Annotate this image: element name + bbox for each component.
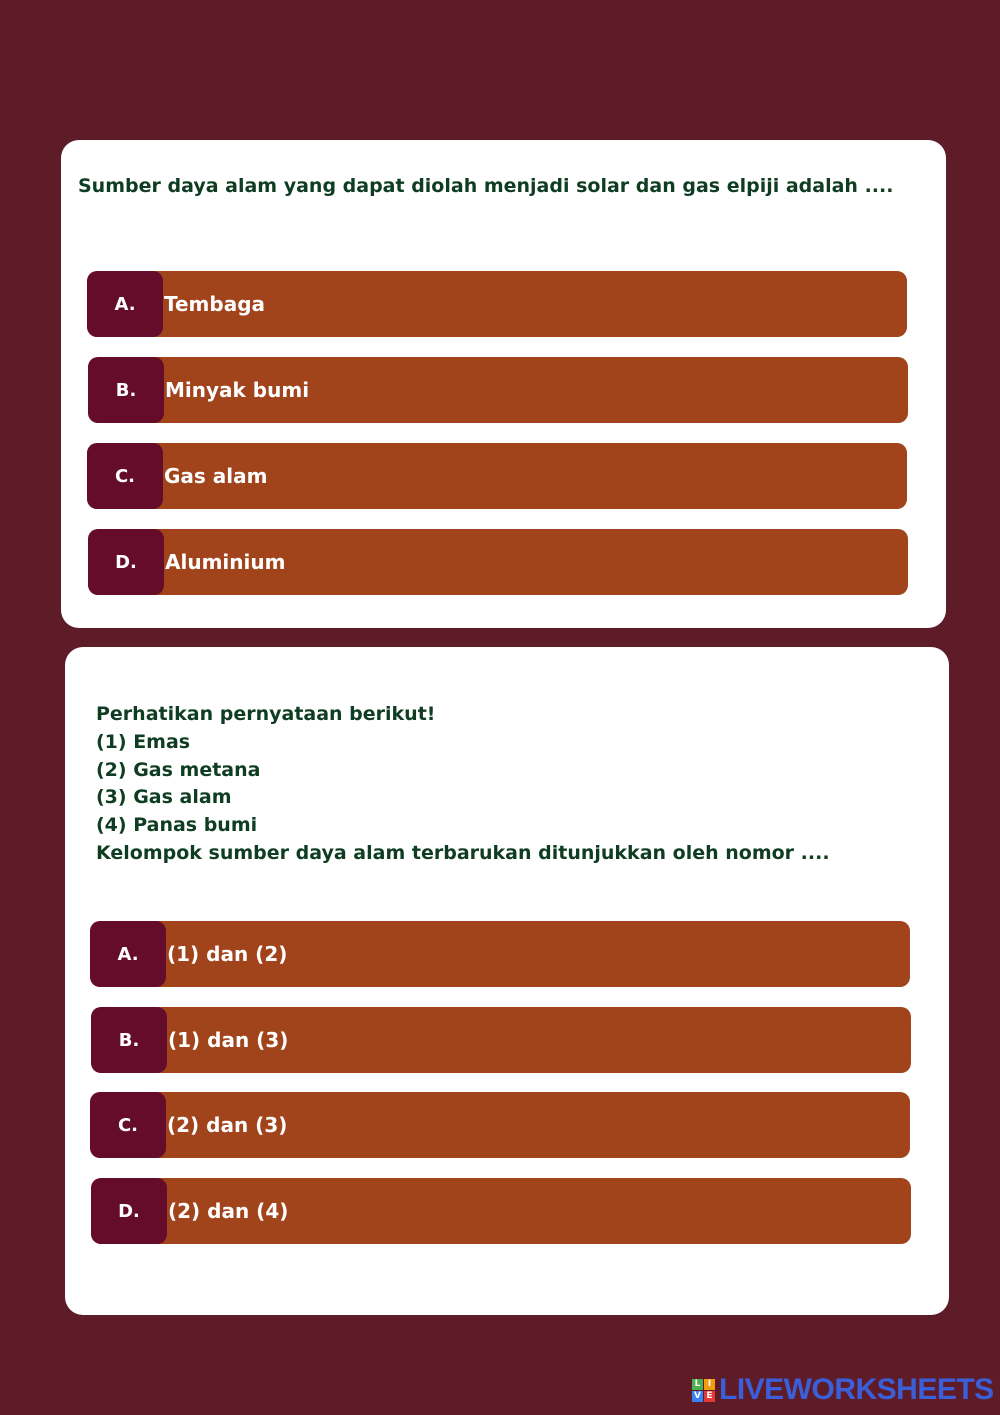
option-text: (1) dan (2)	[167, 942, 288, 966]
q1-option-d[interactable]	[88, 529, 908, 595]
logo-letter: I	[704, 1379, 715, 1390]
option-letter: C.	[87, 443, 163, 509]
logo-letter: E	[704, 1391, 715, 1402]
logo-letter: V	[692, 1391, 703, 1402]
q1-option-a[interactable]	[87, 271, 907, 337]
option-text: Tembaga	[164, 292, 266, 316]
option-letter: D.	[91, 1178, 167, 1244]
statement-3: (3) Gas alam	[96, 786, 232, 809]
option-letter: D.	[88, 529, 164, 595]
option-text: (1) dan (3)	[168, 1028, 289, 1052]
question-line: Perhatikan pernyataan berikut!	[96, 703, 436, 725]
brand-name: LIVEWORKSHEETS	[719, 1373, 994, 1406]
option-text: Gas alam	[164, 464, 268, 488]
option-text: (2) dan (3)	[167, 1113, 288, 1137]
logo-letter: L	[692, 1379, 703, 1390]
option-letter: C.	[90, 1092, 166, 1158]
statement-1: (1) Emas	[96, 730, 191, 753]
statement-2: (2) Gas metana	[96, 758, 261, 781]
q2-option-c[interactable]	[90, 1092, 910, 1158]
option-text: (2) dan (4)	[168, 1199, 289, 1223]
q2-option-d[interactable]	[91, 1178, 911, 1244]
question-card-2	[65, 647, 949, 1315]
brand-logo-icon	[692, 1379, 715, 1402]
q1-option-c[interactable]	[87, 443, 907, 509]
q2-option-a[interactable]	[90, 921, 910, 987]
question-card-1	[61, 140, 946, 628]
option-letter: B.	[91, 1007, 167, 1073]
option-letter: A.	[87, 271, 163, 337]
question-2-text	[96, 701, 916, 868]
option-letter: B.	[88, 357, 164, 423]
option-text: Minyak bumi	[165, 378, 310, 402]
option-text: Aluminium	[165, 550, 286, 574]
option-letter: A.	[90, 921, 166, 987]
question-line: Kelompok sumber daya alam terbarukan ditunjukkan oleh nomor ....	[96, 841, 830, 864]
statement-4: (4) Panas bumi	[96, 814, 258, 837]
liveworksheets-logo	[692, 1375, 994, 1405]
q2-option-b[interactable]	[91, 1007, 911, 1073]
question-1-text: Sumber daya alam yang dapat diolah menjadi solar dan gas elpiji adalah ....	[78, 175, 894, 197]
q1-option-b[interactable]	[88, 357, 908, 423]
